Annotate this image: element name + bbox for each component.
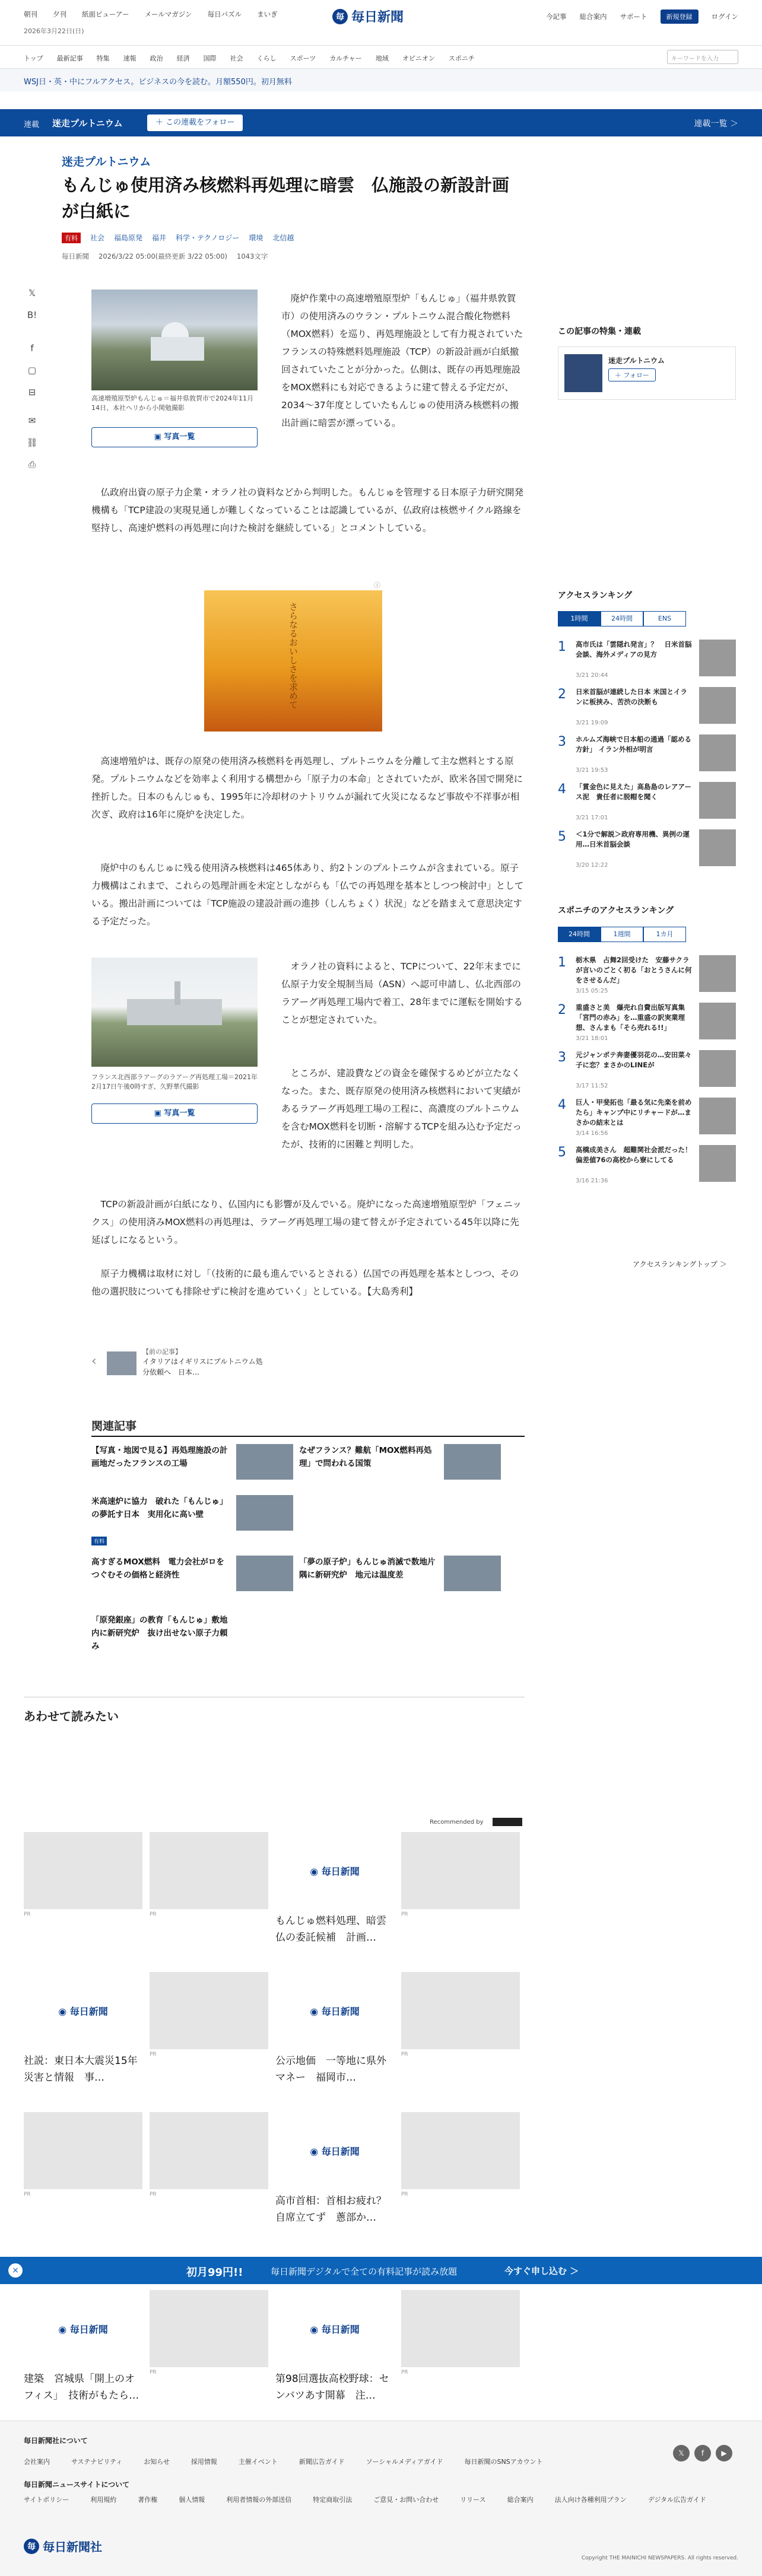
card-title: 高市首相：首相お疲れ？自席立てず 蔥部か…	[275, 2195, 386, 2224]
related-item[interactable]: 高すぎるMOX燃料 電力会社がロをつぐむその価格と経済性	[91, 1556, 293, 1601]
sidebar-series-card[interactable]	[558, 346, 736, 400]
link-support[interactable]: サポート	[620, 12, 647, 21]
recommend-card[interactable]	[24, 1972, 148, 2086]
series-list-link[interactable]: 連載一覧 ＞	[694, 119, 738, 129]
category-link[interactable]: くらし	[256, 55, 277, 62]
card-image: ◉ 毎日新聞	[24, 2290, 142, 2367]
chevron-left-icon[interactable]: ‹	[91, 1354, 97, 1369]
footer-link[interactable]: 利用規約	[90, 2496, 117, 2504]
rank-thumb	[699, 734, 736, 771]
prev-label: 【前の記事】	[142, 1348, 182, 1356]
rank-date: 3/20 12:22	[576, 862, 608, 869]
card-image	[401, 2112, 520, 2189]
category-link[interactable]: トップ	[24, 55, 43, 62]
rank-title: 日米首脳が連続した日本 米国とイランに板挟み、苦渋の決断も	[576, 688, 688, 706]
article-source: 毎日新聞	[62, 252, 89, 260]
rank-date: 3/17 11:52	[576, 1083, 608, 1089]
rank-number: 4	[558, 1098, 566, 1112]
article-paragraph: ところが、建設費などの資金を確保するめどが立たなくなった。また、既存原発の使用済み核燃料において実績があるラアーグ再処理工場の工程に、高濃度のプルトニウムを含むMOX燃料を切断・溶解するTCPを組み込む予定だったが、技術的に困難と判明した。	[281, 1068, 522, 1150]
sponichi-tabs	[558, 927, 686, 942]
related-thumb	[236, 1556, 293, 1591]
photo-caption: 高速増殖原型炉もんじゅ＝福井県敦賀市で2024年11月14日、本社ヘリから小関勉撮影	[91, 395, 253, 412]
recommend-card[interactable]	[150, 2290, 268, 2375]
rank-date: 3/21 17:01	[576, 815, 608, 821]
sidebar-series-heading: この記事の特集・連載	[558, 327, 641, 336]
article-chars: 1043文字	[237, 252, 268, 260]
rank-title: 「賞金色に見えた」高島島のレアアース泥 貴任者に脱帽を聞く	[576, 783, 692, 801]
prev-title: イタリアはイギリスにプルトニウム処分依頼へ 日本…	[142, 1357, 263, 1376]
ranking-item[interactable]	[558, 1145, 736, 1187]
photo-list-button[interactable]: ▣ 写真一覧	[91, 1103, 258, 1124]
footer-link[interactable]: お知らせ	[144, 2458, 170, 2466]
footer-link[interactable]: ソーシャルメディアガイド	[366, 2458, 443, 2466]
login-link[interactable]: ログイン	[711, 12, 738, 21]
logo-mark-icon: 毎	[332, 9, 348, 24]
ad-info-icon[interactable]: ⓘ	[374, 581, 380, 589]
logo-mark-icon: 毎	[24, 2539, 39, 2554]
prev-article-link[interactable]	[107, 1347, 285, 1382]
pr-label: PR	[150, 1912, 157, 1917]
ranking-item[interactable]	[558, 1003, 736, 1044]
related-thumb	[444, 1444, 501, 1480]
article-paragraph: オラノ社の資料によると、TCPについて、22年末までに仏原子力安全規制当局（ASN）へ認可申請し、仏北西部のラアーグ再処理工場内で着工、28年までに運転を開始することが想定されていた。	[281, 961, 523, 1025]
rank-date: 3/21 20:44	[576, 672, 608, 679]
category-list	[24, 53, 488, 63]
link-guide[interactable]: 総合案内	[579, 12, 607, 21]
recommend-card[interactable]	[401, 2112, 520, 2197]
footer-logo[interactable]: 毎 毎日新聞社	[24, 2537, 102, 2555]
prev-article-thumb	[107, 1351, 136, 1375]
recommend-card[interactable]	[24, 2290, 142, 2404]
card-image	[401, 1972, 520, 2049]
facebook-share-icon[interactable]: f	[30, 343, 34, 354]
card-title: 公示地価 一等地に県外マネー 福岡市…	[275, 2055, 386, 2084]
related-item[interactable]: 「夢の原子炉」もんじゅ消滅で数地片隅に新研究炉 地元は温度差	[299, 1556, 501, 1601]
rank-thumb	[699, 687, 736, 724]
register-button[interactable]: 新規登録	[661, 9, 698, 24]
rank-thumb	[699, 640, 736, 676]
card-image	[401, 2290, 520, 2367]
line-share-icon[interactable]: ▢	[27, 365, 37, 376]
x-icon[interactable]: 𝕏	[673, 2445, 690, 2461]
card-image	[401, 1832, 520, 1909]
ranking-item[interactable]	[558, 687, 736, 729]
tab-24h[interactable]: 24時間	[558, 927, 601, 942]
article-paragraph: 原子力機構は取材に対し「（技術的に最も進んでいるとされる）仏国での再処理を基本としつつ、その他の選択肢についても排除せずに検討を進めていく」としている。【大島秀利】	[91, 1268, 519, 1297]
footer-link[interactable]: 総合案内	[507, 2496, 534, 2504]
rank-title: 栃木県 占舞2回受けた 安藤サクラが言いのごとく初る「おとうさんに何をさせるんだ」	[576, 956, 692, 984]
pr-label: PR	[401, 2370, 408, 2375]
article-paragraph: 廃炉作業中の高速増殖原型炉「もんじゅ」（福井県敦賀市）の使用済みのウラン・プルトニウム混合酸化物燃料（MOX燃料）を巡り、再処理施設として有力視されていたフランスの特殊燃料処理施設（TCP）の新設計画が白紙撤回されていたことが分かった。仏側は、既存の再処理施設をMOX燃料にも対応できるように建て替える予定だが、2034～37年度としていたもんじゅの使用済み核燃料の搬出計画に暗雲が漂っている。	[281, 293, 523, 428]
ad-text[interactable]: さらなるおいしさを求めて	[288, 602, 299, 709]
related-item[interactable]: 米高速炉に協力 破れた「もんじゅ」の夢託す日本 実用化に高い壁	[91, 1495, 293, 1540]
card-image: ◉ 毎日新聞	[24, 1972, 142, 2049]
pr-label: PR	[401, 2052, 408, 2057]
promo-text[interactable]: WSJ日・英・中にフルアクセス。ビジネスの今を読む。月額550円。初月無料	[24, 78, 292, 87]
category-link[interactable]: 最新記事	[56, 55, 83, 62]
promo-bar[interactable]	[0, 69, 762, 91]
card-image	[150, 2112, 268, 2189]
pr-label: PR	[401, 2192, 408, 2197]
mail-share-icon[interactable]: ✉	[28, 415, 36, 426]
rank-title: ＜1分で解説＞政府専用機、異例の運用…日米首脳会談	[576, 830, 690, 848]
recommend-card[interactable]	[24, 1832, 142, 1917]
tag-link[interactable]: 社会	[90, 234, 105, 242]
ranking-tabs	[558, 611, 686, 626]
ranking-more-link[interactable]: アクセスランキングトップ ＞	[633, 1260, 727, 1268]
pr-label: PR	[24, 1912, 31, 1917]
utility-nav	[24, 9, 293, 19]
series-label: 連載	[24, 120, 40, 129]
article-paragraph: 廃炉中のもんじゅに残る使用済み核燃料は465体あり、約2トンのプルトニウムが含まれている。原子力機構はこれまで、これらの処理計画を未定としながらも「仏での再処理を基本としつつ検討中」としている。搬出計画については「TCP施設の建設計画の進捗（しんちょく）状況」などを踏まえて意思決定する予定だった。	[91, 863, 524, 927]
footer-link[interactable]: 個人情報	[179, 2496, 205, 2504]
subscribe-banner	[0, 2257, 762, 2284]
pr-label: PR	[401, 1912, 408, 1917]
card-image	[150, 1972, 268, 2049]
search-input[interactable]: キーワードを入力	[667, 50, 738, 64]
card-title: 第98回選抜高校野球：センバツあす開幕 注…	[275, 2373, 389, 2402]
series-thumb	[564, 354, 602, 392]
outbrain-logo-icon[interactable]	[493, 1818, 522, 1826]
rank-number: 2	[558, 1003, 566, 1017]
card-image	[150, 2290, 268, 2367]
related-thumb	[236, 1495, 293, 1531]
tag-link[interactable]: 福井	[152, 234, 167, 242]
link-kiji[interactable]: 今記事	[546, 12, 567, 21]
article-kicker[interactable]: 迷走プルトニウム	[62, 155, 151, 168]
tab-1w[interactable]: 1週間	[601, 927, 643, 942]
footer-link[interactable]: 特定商取引法	[313, 2496, 353, 2504]
rank-thumb	[699, 1003, 736, 1039]
top-bar	[0, 0, 762, 43]
category-link[interactable]: 特集	[96, 55, 110, 62]
rank-thumb	[699, 1145, 736, 1182]
tab-1m[interactable]: 1カ月	[643, 927, 686, 942]
recommend-card[interactable]	[150, 1972, 268, 2057]
category-link[interactable]: 国際	[203, 55, 217, 62]
category-link[interactable]: スポニチ	[448, 55, 475, 62]
rank-number: 1	[558, 955, 566, 970]
ranking-heading: アクセスランキング	[558, 591, 633, 600]
paid-badge: 有料	[91, 1537, 107, 1545]
article-paragraph: 仏政府出資の原子力企業・オラノ社の資料などから判明した。もんじゅを管理する日本原子力研究開発機構も「TCP建設の実現見通しが難しくなっていることは認識しているが、仏政府は核燃サイクル路線を堅持し、高速炉燃料の再処理に向けた検討を継続している」とコメントしている。	[91, 487, 524, 533]
footer-link[interactable]: 利用者情報の外部送信	[226, 2496, 292, 2504]
card-title: 建築 宮城県「開上のオフィス」 技術がもたら…	[24, 2373, 139, 2402]
print-icon[interactable]: ⎙	[28, 459, 36, 470]
pr-label: PR	[150, 2370, 157, 2375]
footer-link[interactable]: 新聞広告ガイド	[299, 2458, 345, 2466]
sponichi-heading: スポニチのアクセスランキング	[558, 906, 674, 915]
rank-thumb	[699, 1050, 736, 1087]
la-hague-photo[interactable]	[91, 958, 258, 1067]
rank-number: 2	[558, 687, 566, 702]
tag-link[interactable]: 福島原発	[114, 234, 143, 242]
ranking-item[interactable]	[558, 955, 736, 997]
card-image: ◉ 毎日新聞	[275, 1832, 394, 1909]
tab-1h[interactable]: 1時間	[558, 611, 601, 626]
card-title: もんじゅ燃料処理、暗雲仏の委託候補 計画…	[275, 1915, 386, 1944]
banner-message: 毎日新聞デジタルで全ての有料記事が読み放題	[271, 2266, 458, 2277]
recommend-card[interactable]	[401, 1832, 520, 1917]
nav-viewer[interactable]: 紙面ビューアー	[82, 10, 129, 18]
category-link[interactable]: 速報	[123, 55, 136, 62]
footer-heading: 毎日新聞ニュースサイトについて	[24, 2480, 130, 2489]
article-dates: 2026/3/22 05:00(最終更新 3/22 05:00)	[99, 252, 228, 260]
rank-date: 3/21 18:01	[576, 1035, 608, 1042]
footer-link[interactable]: デジタル広告ガイド	[647, 2496, 706, 2504]
footer-heading: 毎日新聞社について	[24, 2437, 88, 2445]
rank-number: 5	[558, 1145, 566, 1160]
recommend-card[interactable]	[275, 1972, 394, 2086]
rank-title: 重盛さと美 爆売れ自費出版写真集「宮門の赤み」を…重盛の訳実業理想、さんまも「そら売れる!!」	[576, 1003, 685, 1032]
footer-link[interactable]: サイトポリシー	[24, 2496, 69, 2504]
series-name[interactable]: 迷走プルトニウム	[52, 118, 123, 129]
rank-date: 3/16 21:36	[576, 1178, 608, 1184]
link-copy-icon[interactable]: ⛓	[26, 437, 38, 448]
youtube-icon[interactable]: ▶	[716, 2445, 732, 2461]
related-heading: 関連記事	[91, 1420, 137, 1433]
photo-caption: フランス北西部ラアーグのラアーグ再処理工場＝2021年2月17日午後0時すぎ、久野華代撮影	[91, 1073, 258, 1090]
card-image	[24, 2112, 142, 2189]
rank-thumb	[699, 782, 736, 819]
copyright: Copyright THE MAINICHI NEWSPAPERS. All rights reserved.	[581, 2555, 738, 2561]
nav-mail[interactable]: メールマガジン	[144, 10, 192, 18]
advertisement[interactable]	[204, 590, 382, 732]
card-image: ◉ 毎日新聞	[275, 2290, 394, 2367]
recommend-card[interactable]	[150, 2112, 268, 2197]
tag-link[interactable]: 科学・テクノロジー	[176, 234, 240, 242]
related-thumb	[444, 1556, 501, 1591]
facebook-icon[interactable]: f	[694, 2445, 711, 2461]
ranking-item[interactable]	[558, 640, 736, 681]
category-link[interactable]: オピニオン	[402, 55, 435, 62]
related-item[interactable]: 【写真・地図で見る】再処理施設の計画地だったフランスの工場	[91, 1444, 293, 1489]
site-logo[interactable]: 毎 毎日新聞	[332, 7, 404, 26]
series-bar	[0, 109, 762, 136]
card-image	[150, 1832, 268, 1909]
footer-link[interactable]: リリース	[460, 2496, 486, 2504]
rank-title: 元ジャンポテ奔妻優羽花の…安田菜々子に恋？まさかのLINEが	[576, 1051, 692, 1069]
series-title: 迷走プルトニウム	[608, 357, 665, 365]
rank-title: 高市氏は「雲隠れ発言」？ 日米首脳会談、海外メディアの見方	[576, 640, 692, 659]
category-link[interactable]: 地域	[375, 55, 389, 62]
category-link[interactable]: 経済	[176, 55, 190, 62]
related-item[interactable]: 「原発銀座」の教育「もんじゅ」敷地内に新研究炉 抜け出せない原子力頼み	[91, 1615, 228, 1651]
recommend-heading: あわせて読みたい	[24, 1709, 119, 1723]
x-share-icon[interactable]: 𝕏	[28, 288, 36, 298]
rank-number: 1	[558, 640, 566, 654]
footer-link[interactable]: 著作権	[138, 2496, 158, 2504]
rank-number: 3	[558, 734, 566, 749]
hatena-share-icon[interactable]: B!	[27, 310, 37, 320]
footer-link[interactable]: 会社案内	[24, 2458, 50, 2466]
rank-thumb	[699, 955, 736, 992]
rank-title: 高橋成美さん 超難関社会派だった！偏差値76の高校から寮にしてる	[576, 1146, 692, 1164]
tag-link[interactable]: 北信越	[272, 234, 294, 242]
category-link[interactable]: 社会	[230, 55, 243, 62]
banner-price: 初月99円!!	[186, 2266, 243, 2279]
rank-number: 3	[558, 1050, 566, 1065]
tag-link[interactable]: 環境	[249, 234, 263, 242]
pr-label: PR	[150, 2052, 157, 2057]
footer	[0, 2421, 762, 2576]
recommend-card[interactable]	[150, 1832, 268, 1917]
recommended-by: Recommended by	[430, 1819, 484, 1826]
nav-puzzle[interactable]: 毎日パズル	[207, 10, 242, 18]
rank-date: 3/21 19:53	[576, 767, 608, 774]
monju-photo[interactable]	[91, 290, 258, 390]
category-link[interactable]: 政治	[150, 55, 163, 62]
recommend-card[interactable]	[401, 2290, 520, 2375]
article-meta	[62, 252, 268, 261]
footer-link[interactable]: 法人向け各種利用プラン	[554, 2496, 627, 2504]
pr-label: PR	[24, 2192, 31, 2197]
footer-link[interactable]: 毎日新聞のSNSアカウント	[464, 2458, 543, 2466]
article-paragraph: 高速増殖炉は、既存の原発の使用済み核燃料を再処理し、プルトニウムを分離して主な燃料とする原発。プルトニウムなどを効率よく利用する構想から「原子力の本命」とされていたが、欧米各国で開発に挫折した。日本のもんじゅも、1995年に冷却材のナトリウムが漏れて火災になるなど事故や不祥事が相次ぎ、政府は16年に廃炉を決定した。	[91, 756, 523, 820]
current-date: 2026年3月22日(日)	[24, 27, 84, 35]
rank-date: 3/14 16:56	[576, 1130, 608, 1137]
nav-morning[interactable]: 朝刊	[24, 10, 37, 18]
ranking-item[interactable]	[558, 1098, 736, 1139]
tab-ens[interactable]: ENS	[643, 611, 686, 626]
bookmark-icon[interactable]: ⊟	[28, 387, 36, 397]
category-link[interactable]: スポーツ	[290, 55, 316, 62]
footer-links	[24, 2495, 728, 2504]
card-image	[24, 1832, 142, 1909]
related-thumb	[236, 1444, 293, 1480]
card-image: ◉ 毎日新聞	[275, 1972, 394, 2049]
pr-label: PR	[150, 2192, 157, 2197]
nav-evening[interactable]: 夕刊	[53, 10, 66, 18]
rank-number: 4	[558, 782, 566, 797]
series-follow-button[interactable]: ＋ この連載をフォロー	[147, 115, 243, 131]
close-icon[interactable]: ×	[8, 2263, 23, 2278]
ranking-item[interactable]	[558, 734, 736, 776]
footer-link[interactable]: 主催イベント	[238, 2458, 278, 2466]
article-paragraph: TCPの新設計画が白紙になり、仏国内にも影響が及んでいる。廃炉になった高速増殖原型炉「フェニックス」の使用済みMOX燃料の再処理は、ラアーグ再処理工場の建て替えが予定されている45年以降に先延ばしになるという。	[91, 1199, 522, 1245]
rank-thumb	[699, 829, 736, 866]
rank-date: 3/15 05:25	[576, 988, 608, 994]
footer-link[interactable]: サステナビリティ	[71, 2458, 123, 2466]
card-title: 社説：東日本大震災15年 災害と情報 事…	[24, 2055, 148, 2084]
related-item[interactable]: なぜフランス？難航「MOX燃料再処理」で問われる国策	[299, 1444, 501, 1489]
recommend-card[interactable]	[275, 1832, 394, 1946]
account-links	[546, 9, 738, 24]
category-link[interactable]: カルチャー	[329, 55, 362, 62]
photo-list-button[interactable]: ▣ 写真一覧	[91, 427, 258, 447]
rank-number: 5	[558, 829, 566, 844]
rank-title: ホルムズ海峡で日本船の通過「認める方針」 イラン外相が明言	[576, 735, 692, 753]
tab-24h[interactable]: 24時間	[601, 611, 643, 626]
footer-link[interactable]: ご意見・お問い合わせ	[373, 2496, 439, 2504]
rank-title: 巨人・甲斐拓也「最る気に先楽を前めたら」キャンプ中にリチャードが…まさかの結末とは	[576, 1098, 692, 1127]
nav-maigi[interactable]: まいぎ	[257, 10, 278, 18]
card-image: ◉ 毎日新聞	[275, 2112, 394, 2189]
recommend-card[interactable]	[24, 2112, 142, 2197]
article-tags	[62, 233, 294, 243]
recommend-card[interactable]	[275, 2112, 394, 2226]
rank-date: 3/21 19:09	[576, 720, 608, 726]
footer-link[interactable]: 採用情報	[190, 2458, 217, 2466]
category-nav	[0, 45, 762, 69]
ranking-item[interactable]	[558, 782, 736, 823]
banner-subscribe-button[interactable]: 今すぐ申し込む ＞	[504, 2266, 579, 2276]
paid-badge: 有料	[62, 233, 81, 243]
recommend-card[interactable]	[401, 1972, 520, 2057]
recommend-card[interactable]	[275, 2290, 394, 2404]
article-title: もんじゅ使用済み核燃料再処理に暗雲 仏施設の新設計画が白紙に	[62, 175, 510, 221]
ranking-item[interactable]	[558, 829, 736, 871]
ranking-item[interactable]	[558, 1050, 736, 1092]
series-follow-small[interactable]: ＋ フォロー	[608, 368, 656, 381]
rank-thumb	[699, 1098, 736, 1134]
footer-links	[24, 2457, 564, 2466]
